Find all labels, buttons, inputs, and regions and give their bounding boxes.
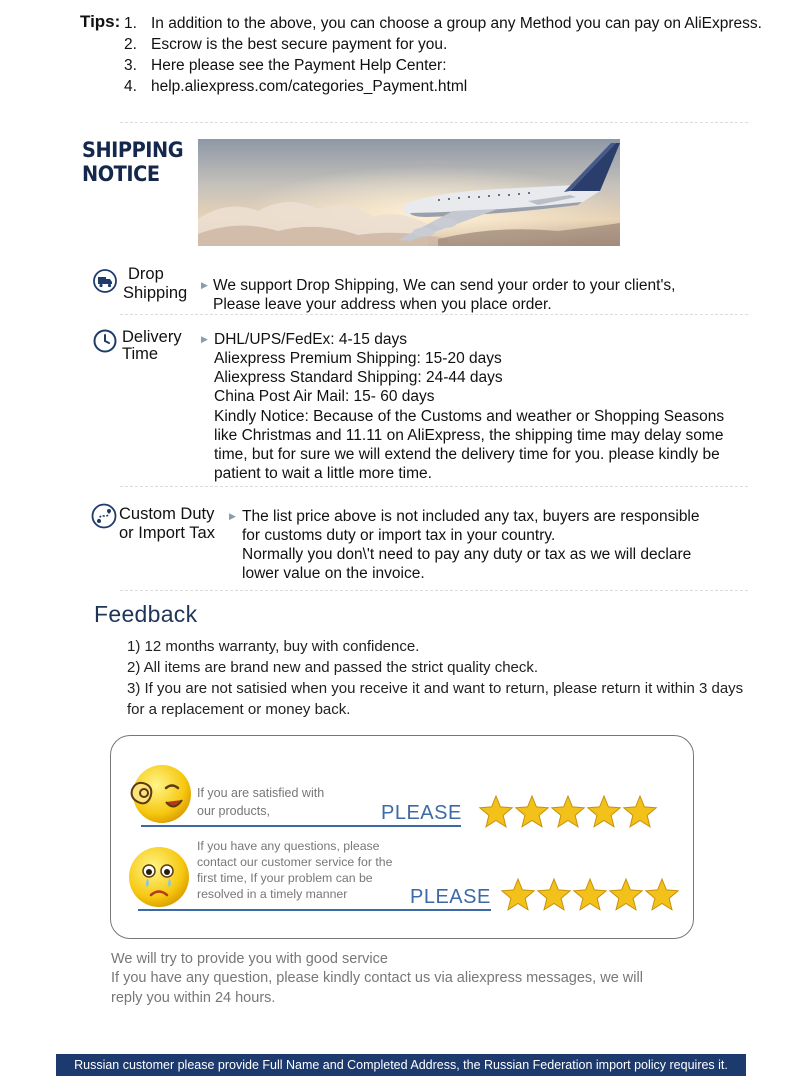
please-label: PLEASE	[381, 802, 462, 824]
custom-duty-text: lower value on the invoice.	[242, 565, 425, 582]
delivery-time-text: time, but for sure we will extend the delivery time for you. please kindly be	[214, 446, 720, 463]
tips-item-text: In addition to the above, you can choose a group any Method you can pay on AliExpress.	[151, 15, 762, 32]
feedback-line: 2) All items are brand new and passed the strict quality check.	[127, 659, 539, 676]
bullet-arrow-icon: ▶	[229, 511, 236, 521]
feedback-line: for a replacement or money back.	[127, 701, 351, 718]
custom-duty-text: for customs duty or import tax in your country.	[242, 527, 556, 544]
delivery-time-label-line1: Delivery	[122, 328, 182, 346]
five-star-rating	[478, 795, 658, 831]
route-icon	[91, 503, 117, 529]
divider	[120, 486, 748, 487]
help-center-link[interactable]: help.aliexpress.com/categories_Payment.html	[151, 78, 468, 95]
star-icon	[538, 879, 570, 910]
feedback-line: 3) If you are not satisied when you receive it and want to return, please return it within 3 days	[127, 680, 744, 697]
drop-shipping-text: Please leave your address when you place order.	[213, 296, 552, 313]
custom-duty-text: The list price above is not included any tax, buyers are responsible	[242, 508, 700, 525]
drop-shipping-text: We support Drop Shipping, We can send your order to your client's,	[213, 277, 676, 294]
custom-duty-text: Normally you don\'t need to pay any duty or tax as we will declare	[242, 546, 692, 563]
ok-hand-smiley-icon	[128, 762, 192, 826]
bullet-arrow-icon: ▶	[201, 334, 208, 344]
bullet-arrow-icon: ▶	[201, 280, 208, 290]
underline	[138, 909, 491, 911]
underline	[141, 825, 461, 827]
delivery-time-text: DHL/UPS/FedEx: 4-15 days	[214, 331, 407, 348]
tips-item	[124, 36, 764, 55]
please-label: PLEASE	[410, 886, 491, 908]
questions-text: resolved in a timely manner	[197, 887, 348, 901]
satisfied-text: our products,	[197, 804, 270, 818]
tips-item-number: 1.	[124, 15, 137, 32]
divider	[120, 590, 748, 591]
tips-item	[124, 15, 764, 34]
closing-text: If you have any question, please kindly contact us via aliexpress messages, we will	[111, 970, 643, 986]
delivery-time-text: patient to wait a little more time.	[214, 465, 432, 482]
closing-text: reply you within 24 hours.	[111, 990, 276, 1006]
clock-icon	[93, 329, 117, 353]
tips-list	[124, 15, 764, 99]
star-icon	[624, 796, 656, 827]
custom-duty-label-line1: Custom Duty	[119, 505, 215, 523]
delivery-time-label-line2: Time	[122, 345, 159, 363]
divider	[120, 314, 748, 315]
shipping-title-line: SHIPPING	[82, 138, 184, 162]
questions-text: If you have any questions, please	[197, 839, 380, 853]
drop-shipping-label-line2: Shipping	[123, 284, 188, 302]
star-icon	[480, 796, 512, 827]
russian-customer-notice-bar: Russian customer please provide Full Name and Completed Address, the Russian Federation import policy requires it.	[56, 1054, 746, 1076]
delivery-time-text: Kindly Notice: Because of the Customs and weather or Shopping Seasons	[214, 408, 725, 425]
feedback-title: Feedback	[94, 601, 198, 627]
delivery-time-text: China Post Air Mail: 15- 60 days	[214, 388, 435, 405]
tips-item	[124, 78, 764, 97]
questions-text: contact our customer service for the	[197, 855, 393, 869]
satisfied-text: If you are satisfied with	[197, 786, 325, 800]
delivery-truck-icon	[93, 269, 117, 293]
tips-label: Tips:	[80, 12, 121, 31]
airplane-illustration	[198, 139, 620, 246]
shipping-notice-title	[82, 138, 183, 186]
airplane-banner-image	[198, 139, 620, 246]
delivery-time-text: Aliexpress Standard Shipping: 24-44 days	[214, 369, 503, 386]
delivery-time-text: Aliexpress Premium Shipping: 15-20 days	[214, 350, 502, 367]
divider	[120, 122, 748, 123]
shipping-title-line: NOTICE	[82, 162, 160, 186]
delivery-time-text: like Christmas and 11.11 on AliExpress, the shipping time may delay some	[214, 427, 724, 444]
tips-item-number: 4.	[124, 78, 137, 95]
tips-item-number: 3.	[124, 57, 137, 74]
star-icon	[502, 879, 534, 910]
crying-smiley-icon	[127, 843, 191, 909]
five-star-rating	[500, 878, 680, 914]
closing-text: We will try to provide you with good service	[111, 951, 388, 967]
star-icon	[516, 796, 548, 827]
star-icon	[646, 879, 678, 910]
questions-text: first time, If your problem can be	[197, 871, 373, 885]
drop-shipping-label-line1: Drop	[128, 265, 164, 283]
tips-item-text: Here please see the Payment Help Center:	[151, 57, 447, 74]
tips-item-text: Escrow is the best secure payment for you.	[151, 36, 448, 53]
tips-item	[124, 57, 764, 76]
star-icon	[574, 879, 606, 910]
tips-item-number: 2.	[124, 36, 137, 53]
feedback-line: 1) 12 months warranty, buy with confidence.	[127, 638, 420, 655]
custom-duty-label-line2: or Import Tax	[119, 524, 215, 542]
star-icon	[552, 796, 584, 827]
star-icon	[610, 879, 642, 910]
star-icon	[588, 796, 620, 827]
